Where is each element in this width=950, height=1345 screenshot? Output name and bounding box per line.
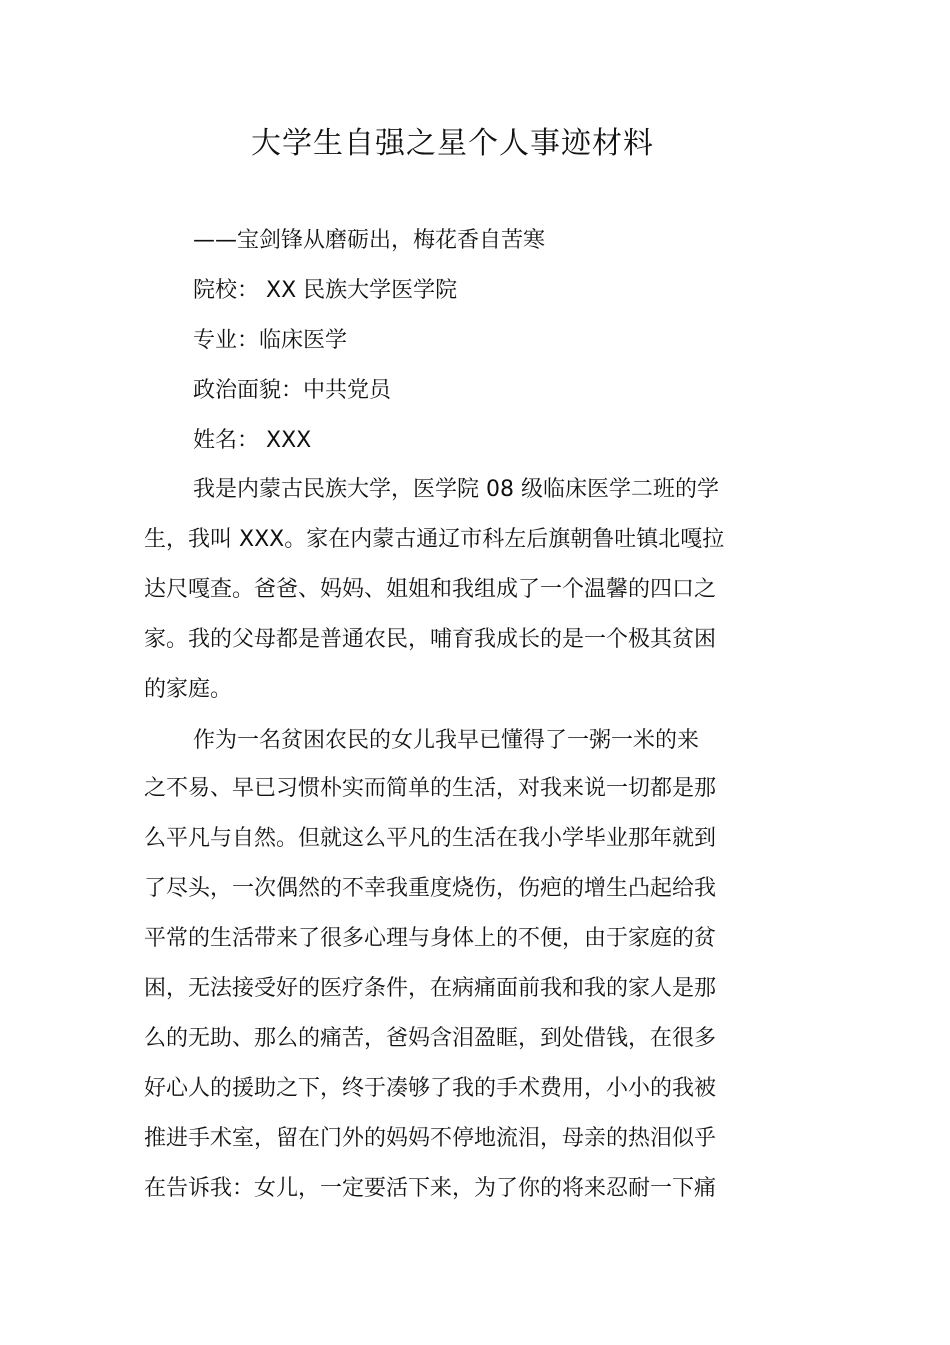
paragraph1-line: 我是内蒙古民族大学，医学院 08 级临床医学二班的学 bbox=[193, 477, 719, 502]
paragraph2-line: 困，无法接受好的医疗条件，在病痛面前我和我的家人是那 bbox=[144, 976, 717, 1001]
subtitle: ——宝剑锋从磨砺出，梅花香自苦寒 bbox=[193, 228, 546, 253]
paragraph2-line: 么平凡与自然。但就这么平凡的生活在我小学毕业那年就到 bbox=[144, 826, 717, 851]
paragraph1-line: 达尺嘎查。爸爸、妈妈、姐姐和我组成了一个温馨的四口之 bbox=[144, 577, 717, 602]
info-school: 院校： XX 民族大学医学院 bbox=[193, 278, 458, 303]
paragraph2-line: 好心人的援助之下，终于凑够了我的手术费用，小小的我被 bbox=[144, 1076, 717, 1101]
paragraph1-line: 的家庭。 bbox=[144, 677, 233, 702]
info-political-status: 政治面貌：中共党员 bbox=[193, 378, 392, 403]
paragraph2-line: 在告诉我：女儿，一定要活下来，为了你的将来忍耐一下痛 bbox=[144, 1176, 717, 1201]
info-major: 专业：临床医学 bbox=[193, 328, 348, 353]
paragraph2-line: 了尽头，一次偶然的不幸我重度烧伤，伤疤的增生凸起给我 bbox=[144, 876, 717, 901]
document-title: 大学生自强之星个人事迹材料 bbox=[251, 126, 654, 161]
info-name: 姓名： XXX bbox=[193, 428, 312, 453]
paragraph1-line: 家。我的父母都是普通农民，哺育我成长的是一个极其贫困 bbox=[144, 627, 717, 652]
paragraph2-line: 平常的生活带来了很多心理与身体上的不便，由于家庭的贫 bbox=[144, 926, 717, 951]
paragraph2-line: 推进手术室，留在门外的妈妈不停地流泪，母亲的热泪似乎 bbox=[144, 1126, 717, 1151]
paragraph1-line: 生，我叫 XXX。家在内蒙古通辽市科左后旗朝鲁吐镇北嘎拉 bbox=[144, 527, 725, 552]
paragraph2-line: 么的无助、那么的痛苦，爸妈含泪盈眶，到处借钱，在很多 bbox=[144, 1026, 717, 1051]
paragraph2-line: 作为一名贫困农民的女儿我早已懂得了一粥一米的来 bbox=[193, 728, 700, 753]
paragraph2-line: 之不易、早已习惯朴实而简单的生活，对我来说一切都是那 bbox=[144, 776, 717, 801]
